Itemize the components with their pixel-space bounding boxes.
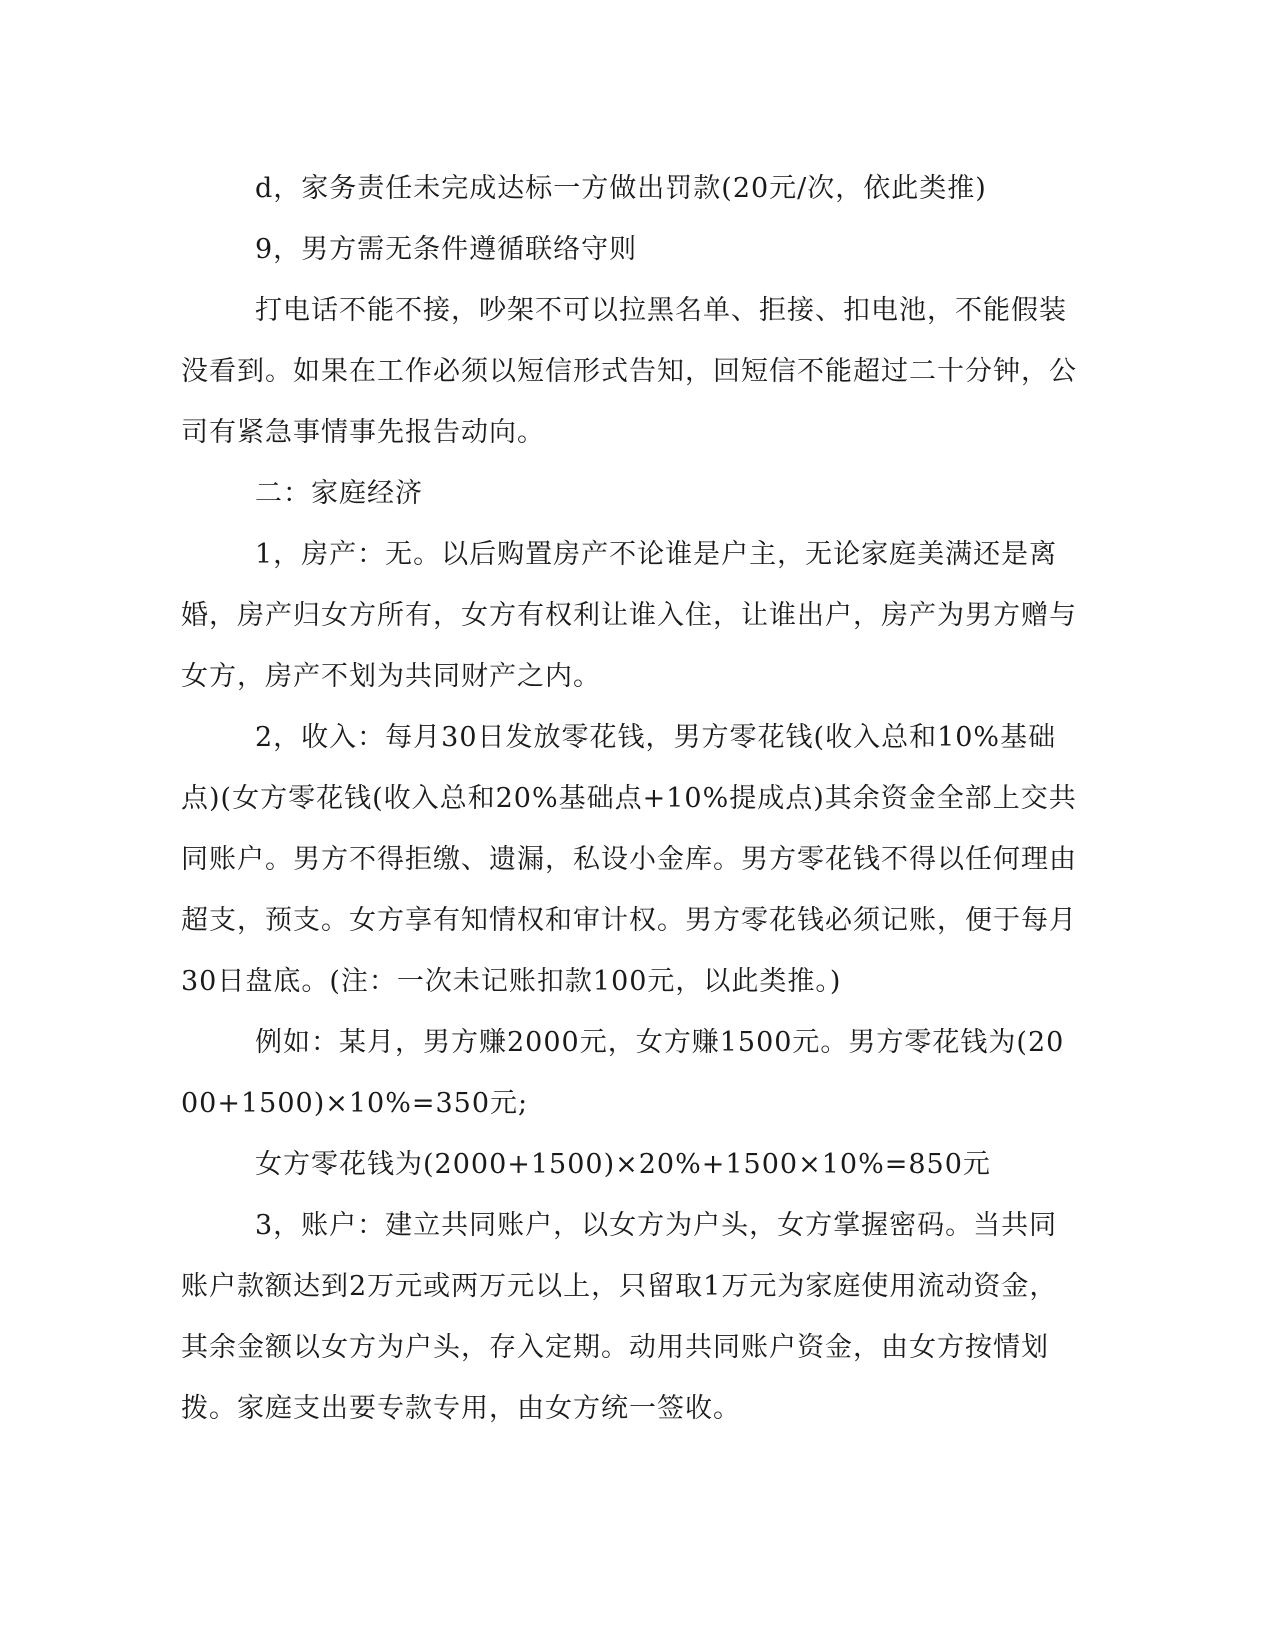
paragraph-example-female: 女方零花钱为(2000+1500)×20%+1500×10%=850元: [255, 1149, 991, 1180]
paragraph-contact-rules: 打电话不能不接，吵架不可以拉黑名单、拒接、扣电池，不能假装没看到。如果在工作必须以短信形式告知，回短信不能超过二十分钟，公司有紧急事情事先报告动向。: [181, 295, 1077, 448]
paragraph-contact-rules-heading: 9，男方需无条件遵循联络守则: [255, 234, 638, 265]
paragraph-example-male: 例如：某月，男方赚2000元，女方赚1500元。男方零花钱为(2000+1500)×10%=350元;: [181, 1027, 1065, 1119]
paragraph-account: 3，账户：建立共同账户，以女方为户头，女方掌握密码。当共同账户款额达到2万元或两万元以上，只留取1万元为家庭使用流动资金，其余金额以女方为户头，存入定期。动用共同账户资金，由女方按情划拨。家庭支出要专款专用，由女方统一签收。: [181, 1210, 1058, 1424]
paragraph-chore-fine: d，家务责任未完成达标一方做出罚款(20元/次，依此类推): [255, 173, 987, 204]
paragraph-income: 2，收入：每月30日发放零花钱，男方零花钱(收入总和10%基础点)(女方零花钱(收入总和20%基础点+10%提成点)其余资金全部上交共同账户。男方不得拒缴、遗漏，私设小金库。男方零花钱不得以任何理由超支，预支。女方享有知情权和审计权。男方零花钱必须记账，便于每月30日盘底。(注：一次未记账扣款100元，以此类推。): [181, 722, 1077, 997]
section-heading-family-economy: 二：家庭经济: [255, 478, 423, 509]
document-body: [181, 158, 1081, 1439]
paragraph-property: 1，房产：无。以后购置房产不论谁是户主，无论家庭美满还是离婚，房产归女方所有，女方有权利让谁入住，让谁出户，房产为男方赠与女方，房产不划为共同财产之内。: [181, 539, 1077, 692]
